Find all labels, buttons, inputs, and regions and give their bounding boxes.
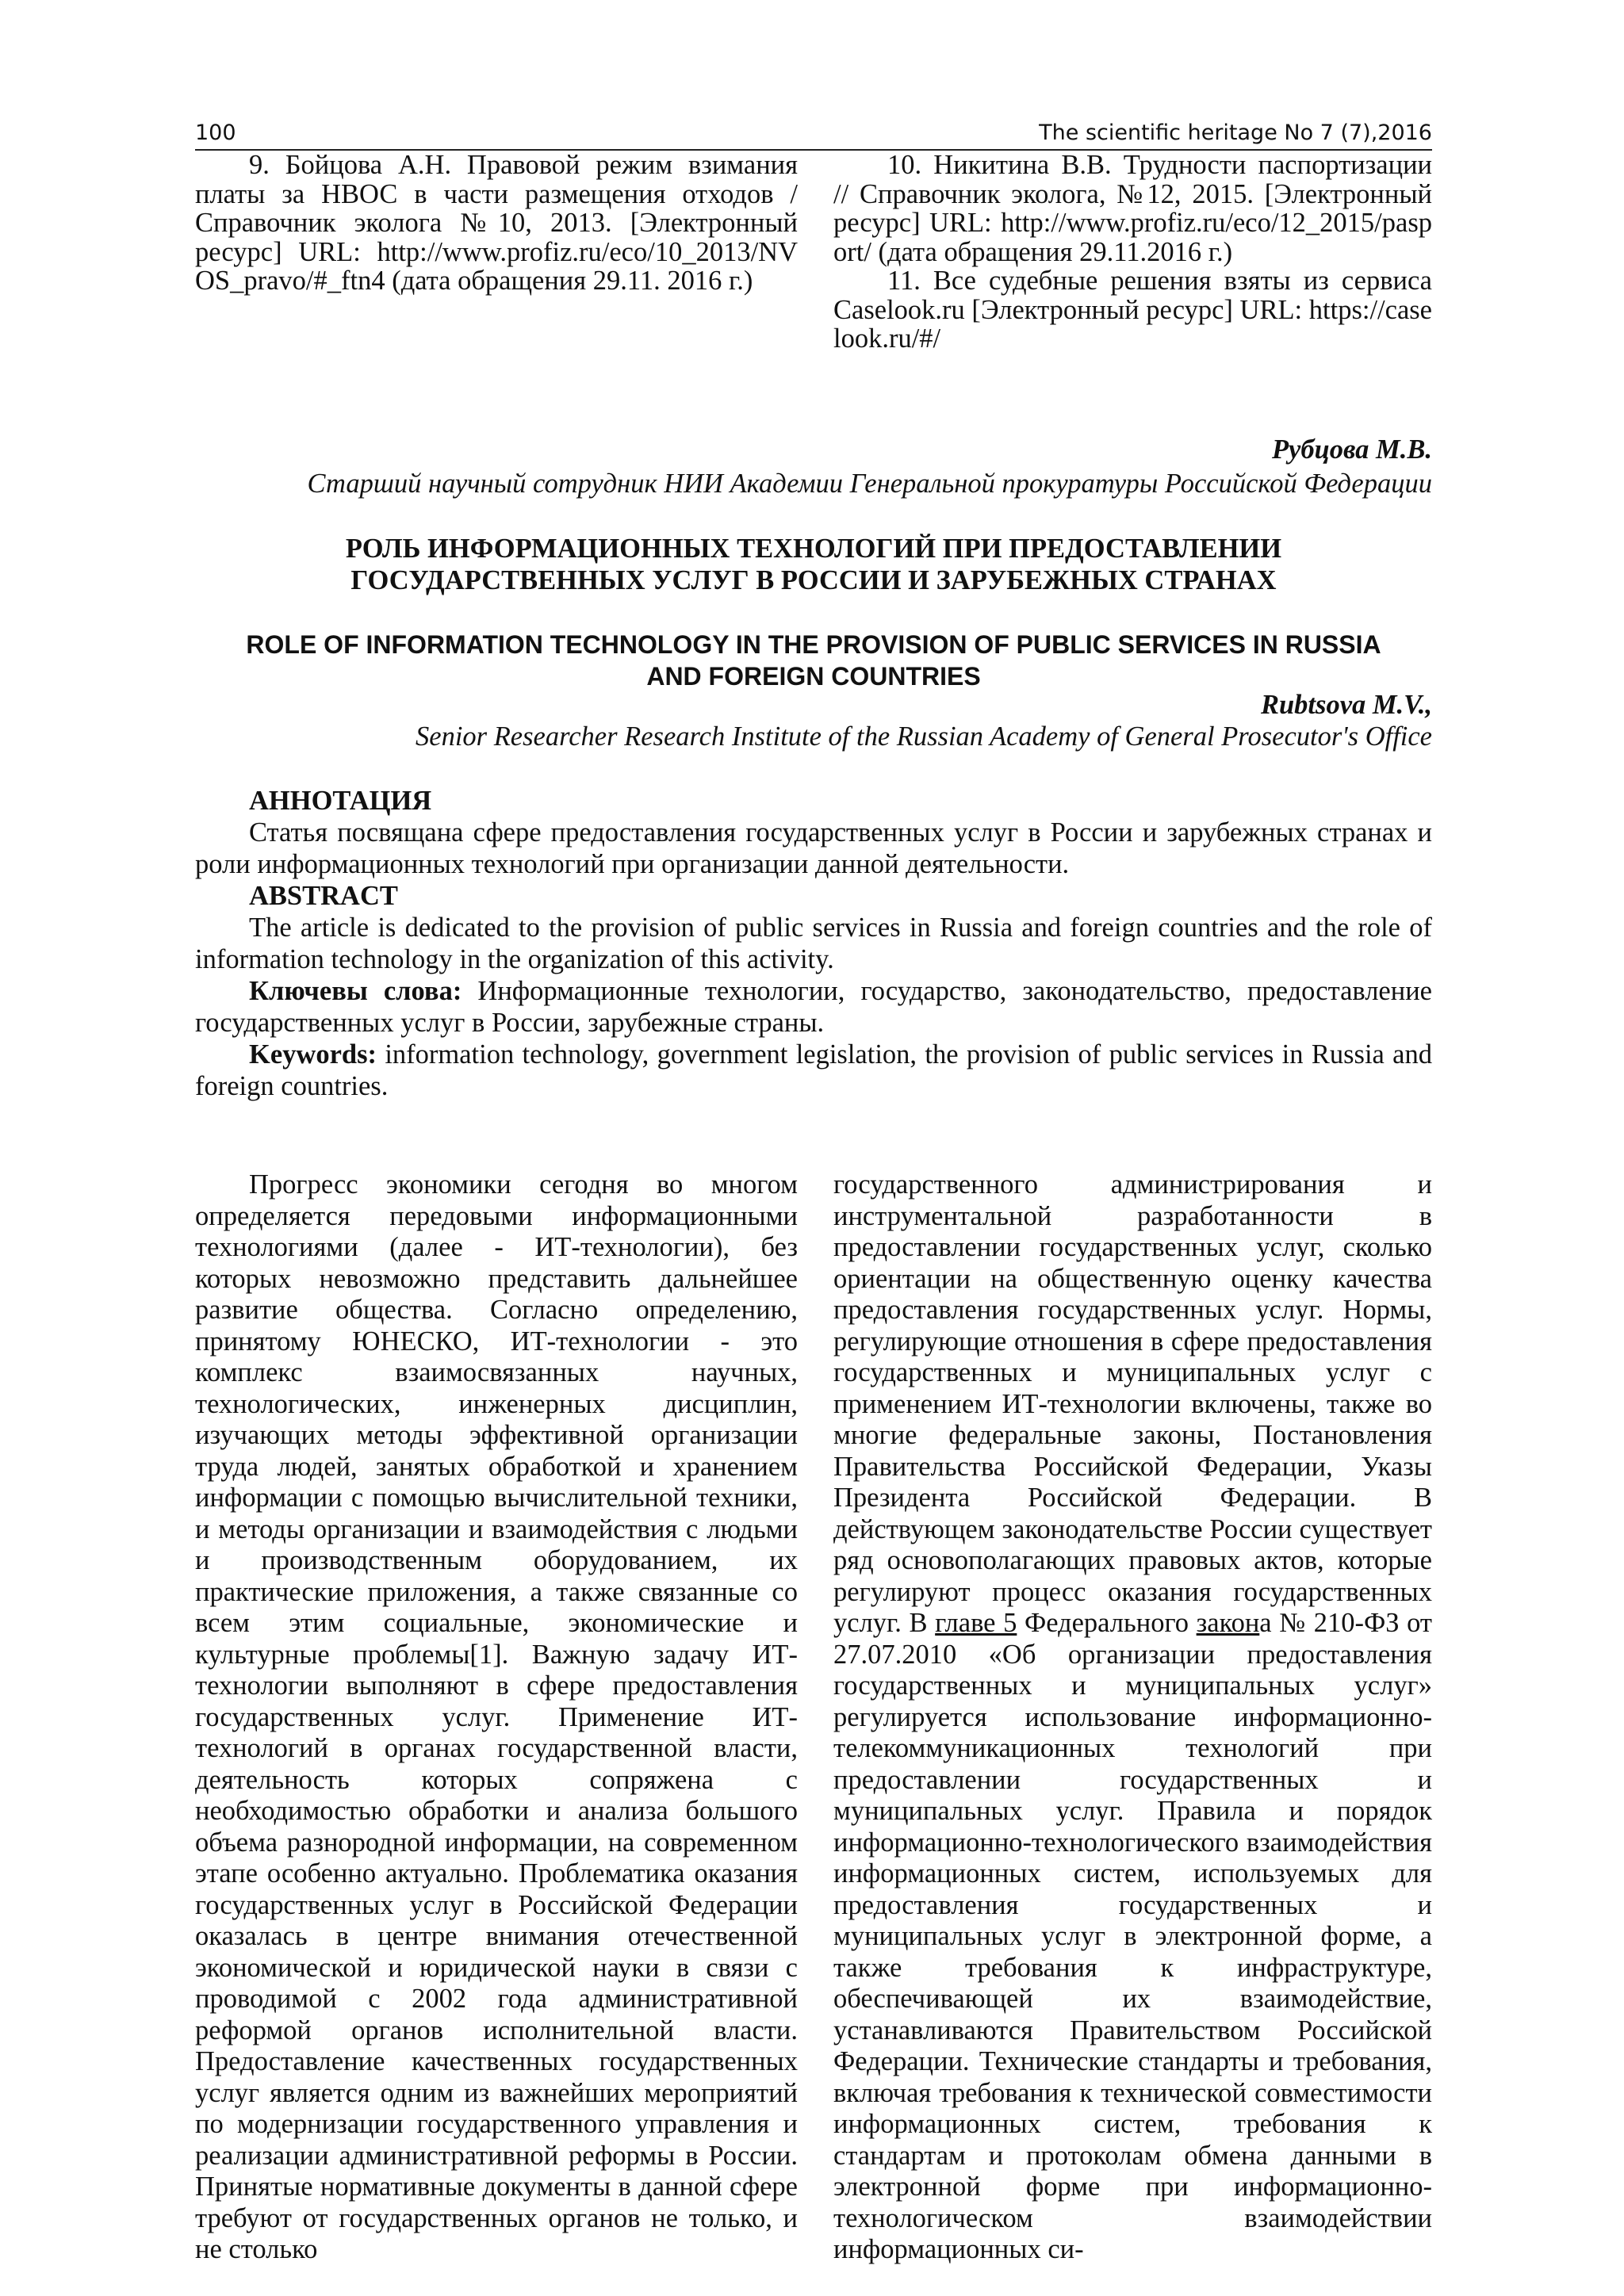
keywords-en	[195, 1039, 1432, 1102]
body-paragraph-left: Прогресс экономики сегодня во многом определяется передовыми информационными технологиями (далее - ИТ-технологии), без которых невозможно представить дальнейшее развитие общества. Согласно определению, принятому ЮНЕСКО, ИТ-технологии - это комплекс взаимосвязанных научных, технологических, инженерных дисциплин, изучающих методы эффективной организации труда людей, занятых обработкой и хранением информации с помощью вычислительной техники, и методы организации и взаимодействия с людьми и производственным оборудованием, их практические приложения, а также связанные со всем этим социальные, экономические и культурные проблемы[1]. Важную задачу ИТ-технологии выполняют в сфере предоставления государственных услуг. Применение ИТ-технологий в органах государственной власти, деятельность которых сопряжена с необходимостью обработки и анализа большого объема разнородной информации, на современном этапе особенно актуально. Проблематика оказания государственных услуг в Российской Федерации оказалась в центре внимания отечественной экономической и юридической науки в связи с проводимой с 2002 года административной реформой органов исполнительной власти. Предоставление качественных государственных услуг является одним из важнейших мероприятий по модернизации государственного управления и реализации административной реформы в России. Принятые нормативные документы в данной сфере требуют от государственных органов не только, и не столько	[195, 1169, 798, 2264]
reference-10	[833, 151, 1432, 266]
reference-10-tail: (дата обращения 29.11.2016 г.)	[871, 236, 1233, 267]
title-ru-line-2: ГОСУДАРСТВЕННЫХ УСЛУГ В РОССИИ И ЗАРУБЕЖНЫХ СТРАНАХ	[350, 565, 1277, 595]
keywords-ru-text: Информационные технологии, государство, законодательство, предоставление государственных услуг в России, зарубежные страны.	[195, 976, 1432, 1038]
author-affiliation-ru: Старший научный сотрудник НИИ Академии Генеральной прокуратуры Российской Федерации	[307, 469, 1432, 499]
reference-11	[833, 266, 1432, 354]
reference-11-url[interactable]: https://caselook.ru/#/	[833, 294, 1432, 354]
keywords-en-text: information technology, government legislation, the provision of public services in Russia and foreign countries.	[195, 1039, 1432, 1101]
article-title-en	[195, 629, 1432, 692]
abstract-text-ru: Статья посвящана сфере предоставления государственных услуг в России и зарубежных странах и роли информационных технологий при организации данной деятельности.	[195, 817, 1432, 879]
link-glave-5[interactable]: главе 5	[935, 1608, 1017, 1638]
article-title-ru	[195, 533, 1432, 596]
body-right-part-2: Федерального	[1017, 1608, 1197, 1638]
body-paragraph-right	[833, 1169, 1432, 2266]
body-column-left	[195, 1169, 798, 2266]
page-number: 100	[195, 121, 236, 145]
body-right-part-3: а № 210-ФЗ от 27.07.2010 «Об организации предоставления государственных и муниципальных услуг» регулируется использование информационно-телекоммуникационных технологий при предоставлении государственных и муниципальных услуг. Правила и порядок информационно-технологического взаимодействия информационных систем, используемых для предоставления государственных и муниципальных услуг в электронной форме, а также требования к инфраструктуре, обеспечивающей их взаимодействие, устанавливаются Правительством Российской Федерации. Технические стандарты и требования, включая требования к технической совместимости информационных систем, требования к стандартам и протоколам обмена данными в электронной форме при информационно-технологическом взаимодействии информационных си-	[833, 1608, 1432, 2264]
reference-9-text: 9. Бойцова А.Н. Правовой режим взимания платы за НВОС в части размещения отходов / Справочник эколога №10, 2013. [Электронный ресурс] URL:	[195, 150, 798, 267]
body-right-part-1: государственного администрирования и инструментальной разработанности в предоставлении государственных услуг, сколько ориентации на общественную оценку качества предоставления государственных услуг. Нормы, регулирующие отношения в сфере предоставления государственных и муниципальных услуг с применением ИТ-технологии включены, также во многие федеральные законы, Постановления Правительства Российской Федерации, Указы Президента Российской Федерации. В действующем законодательстве России существует ряд основополагающих правовых актов, которые регулируют процесс оказания государственных услуг. В	[833, 1169, 1432, 1638]
body-column-right	[833, 1169, 1432, 2266]
author-affiliation-en: Senior Researcher Research Institute of the Russian Academy of General Prosecutor's Office	[416, 721, 1432, 752]
reference-10-url[interactable]: http://www.profiz.ru/eco/12_2015/pasport/	[833, 208, 1432, 267]
abstract-section	[195, 785, 1432, 1102]
abstract-heading-ru: АННОТАЦИЯ	[249, 786, 432, 816]
author-name-ru: Рубцова М.В.	[1271, 434, 1432, 465]
references-left	[195, 151, 798, 296]
keywords-ru	[195, 975, 1432, 1039]
reference-9-url[interactable]: http://www.profiz.ru/eco/10_2013/NVOS_pravo/#_ftn4	[195, 236, 798, 296]
reference-9	[195, 151, 798, 296]
running-head	[195, 116, 1432, 151]
author-name-en: Rubtsova M.V.,	[1260, 690, 1432, 720]
abstract-text-en: The article is dedicated to the provision of public services in Russia and foreign countries and the role of information technology in the organization of this activity.	[195, 913, 1432, 974]
abstract-heading-en: ABSTRACT	[249, 881, 398, 911]
title-en-line-2: AND FOREIGN COUNTRIES	[646, 662, 981, 691]
reference-11-text: 11. Все судебные решения взяты из сервиса Caselook.ru [Электронный ресурс] URL:	[833, 266, 1432, 325]
link-zakon[interactable]: закон	[1196, 1608, 1260, 1638]
keywords-ru-label: Ключевы слова:	[249, 976, 462, 1006]
reference-9-tail: (дата обращения 29.11. 2016 г.)	[385, 266, 753, 296]
reference-10-text: 10. Никитина В.В. Трудности паспортизации // Справочник эколога, №12, 2015. [Электронный ресурс] URL:	[833, 150, 1432, 238]
journal-title: The scientific heritage No 7 (7),2016	[1039, 121, 1432, 145]
title-ru-line-1: РОЛЬ ИНФОРМАЦИОННЫХ ТЕХНОЛОГИЙ ПРИ ПРЕДОСТАВЛЕНИИ	[345, 534, 1282, 564]
references-right	[833, 151, 1432, 354]
keywords-en-label: Keywords:	[249, 1039, 377, 1070]
title-en-line-1: ROLE OF INFORMATION TECHNOLOGY IN THE PROVISION OF PUBLIC SERVICES IN RUSSIA	[246, 630, 1381, 659]
